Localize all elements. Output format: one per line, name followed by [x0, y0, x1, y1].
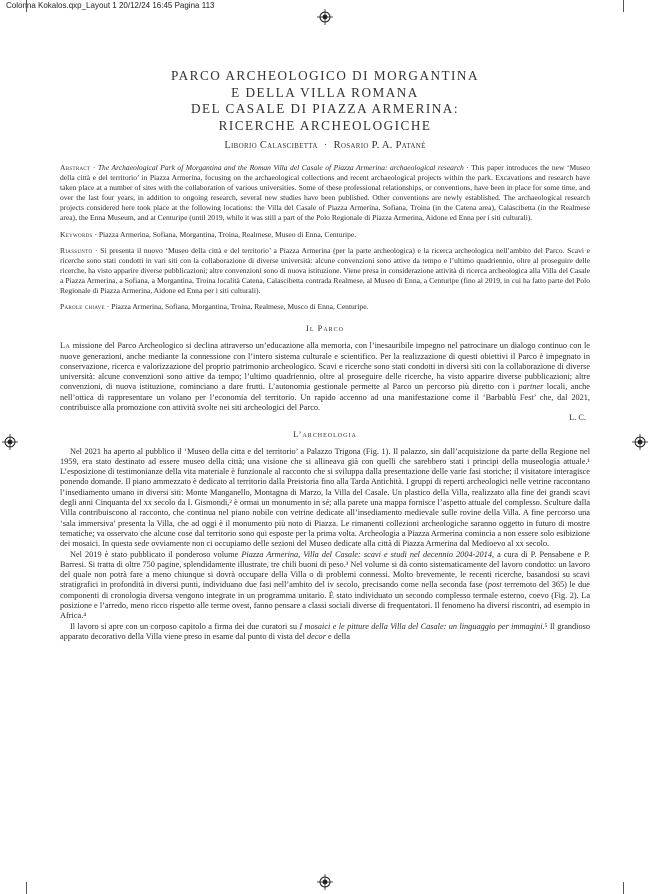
paragraph	[60, 550, 590, 622]
abstract-label: Abstract	[60, 163, 91, 172]
paragraph-text: e della	[325, 631, 350, 641]
author-name: Rosario P. A. Patané	[333, 140, 426, 151]
paragraph-text: locali, anche nell’ottica di rappresentare un volano per l’economia del territorio. Un rapido accenno ad una manifestazione come il ‘Barbablù Fest’ che, dal 2021, contribuisce alla promozione con attività svolte nei siti archeologici del Parco.	[60, 382, 590, 412]
paragraph-text: terremoto del 365) le due componenti di cronologia diversa vengono integrate in un programma unitario. È stato individuato un secondo complesso termale esterno, coevo (Fig. 2). La posizione e l’arredo, meno ricco rispetto alle terme ovest, fanno pensare a classi sociali diverse di frequentatori. Il fenomeno ha diversi riscontri, ad esempio in Africa.⁴	[60, 580, 590, 621]
page-body	[60, 68, 590, 642]
author-name: Liborio Calascibetta	[224, 140, 318, 151]
parole-chiave-label: Parole chiave	[60, 302, 105, 312]
paragraph-text: missione del Parco Archeologico si declina attraverso un’educazione alla memoria, con l’inesauribile impegno nel patrocinare un dialogo continuo con le nuove generazioni, anche mediante la connessione con l’intero sistema culturale e scientifico. Per la realizzazione di questi obiettivi il Parco è impegnato in conservazione, ricerca e valorizzazione del proprio patrimonio archeologico. Scavi e ricerche sono stati condotti in diversi siti con la collaborazione di diverse università: alcune convenzioni sono attive da tempo; l’ultimo quadriennio, oltre al proseguire delle ricerche, ha visto apparire diverse pubblicazioni; altre convenzioni, di nuova istituzione, cominciano a dare frutti. L’autonomia gestionale permette al Parco un percorso più diretto con i	[60, 341, 590, 392]
riassunto-label: Riassunto	[60, 245, 93, 255]
keywords	[60, 230, 590, 240]
abstract-text: · This paper introduces the new ‘Museo della città e del territorio’ in Piazza Armerina, focusing on the archaeological collections and recent archaeological projects within the park. Excavations and research have taken place at a number of sites with the collaboration of various universities. Some of these professional relationships, or conventions, have been in place for some time, and over the last four years, in addition to ongoing research, several new studies have been published. Other conventions are newly established. The archaeological research projects considered here took place at the following locations: the Villa del Casale of Piazza Armerina, Sofiana, Troina (in the Catena area), Calascibetta (in the Realmese area), the Enna Museum, and at Centuripe (until 2019, while it was still a part of the Polo Regionale di Piazza Armerina, Aidone ed Enna per i siti culturali).	[60, 163, 590, 223]
riassunto-text: · Si presenta il nuovo ‘Museo della città e del territorio’ a Piazza Armerina (per la parte archeologica) e la ricerca archeologica nell’ambito del Parco. Scavi e ricerche sono stati condotti in vari siti con la collaborazione di diverse università: alcune convenzioni sono attive da tempo e l’ultimo quadriennio, oltre al proseguire delle ricerche, ha visto apparire diverse pubblicazioni; altre convenzioni sono di nuova istituzione. Viene presa in considerazione attività di ricerca archeologica alla Villa del Casale a Piazza Armerina, a Sofiana, a Morgantina, Troina località Catena, Calascibetta contrada Realmese, al Museo di Enna, a Centuripe (fino al 2019, in cui ha fatto parte del Polo Regionale di Piazza Armerina, Aidone ed Enna per i siti culturali).	[60, 245, 590, 296]
abstract-separator: ·	[90, 163, 98, 172]
keywords-label: Keywords	[60, 229, 93, 239]
crop-line	[623, 0, 624, 12]
paragraph-text: Il lavoro si apre con un corposo capitolo a firma dei due curatori su	[70, 621, 300, 631]
lead-word: La	[60, 341, 71, 351]
registration-mark-right-icon	[632, 434, 648, 450]
author-separator: ·	[323, 140, 328, 151]
authors	[60, 139, 590, 153]
crop-line	[623, 882, 624, 894]
paragraph-text: , a cura di P. Pensabene e P. Barresi. Si tratta di oltre 750 pagine, splendidamente illustrate, tre chili buoni di peso.³ Nel volume si dà conto sistematicamente del lavoro condotto: un lavoro del quale non potrà fare a meno chiunque si dovrà occupare della Villa o di problemi connessi. Molto brevemente, le recenti ricerche, basandosi su scavi stratigrafici in profondità in diversi punti, individuano due fasi nell’ambito del iv secolo, precisando come nella seconda fase (	[60, 549, 590, 590]
keywords-text: · Piazza Armerina, Sofiana, Morgantina, Troina, Realmese, Museo di Enna, Centuripe.	[92, 229, 357, 239]
paragraph	[60, 622, 590, 643]
title-line: RICERCHE ARCHEOLOGICHE	[218, 117, 432, 133]
section-heading-archeologia: L’archeologia	[293, 428, 357, 439]
paragraph-italic: post	[487, 580, 502, 590]
article-title	[60, 68, 590, 134]
abstract-block	[60, 163, 590, 312]
print-slug: Colonna Kokalos.qxp_Layout 1 20/12/24 16:45 Pagina 113	[6, 1, 215, 10]
crop-line	[26, 0, 27, 12]
paragraph-text: .⁵ Il grandioso apparato decorativo della Villa viene preso in esame dal punto di vista del	[60, 621, 590, 641]
title-line: E DELLA VILLA ROMANA	[231, 84, 419, 100]
section-heading-parco: Il Parco	[305, 323, 345, 334]
title-line: PARCO ARCHEOLOGICO DI MORGANTINA	[171, 68, 479, 83]
registration-mark-bottom-icon	[317, 874, 333, 890]
parole-chiave	[60, 302, 590, 312]
riassunto	[60, 246, 590, 296]
registration-mark-left-icon	[2, 434, 18, 450]
registration-mark-top-icon	[317, 9, 333, 25]
paragraph-text: Nel 2019 è stato pubblicato il ponderoso volume	[70, 549, 242, 559]
paragraph-italic: I mosaici e le pitture della Villa del Casale: un linguaggio per immagini	[299, 621, 543, 631]
parole-chiave-text: · Piazza Armerina, Sofiana, Morgantina, Troina, Realmese, Musco di Enna, Centuripe.	[104, 302, 369, 312]
paragraph-italic: decor	[307, 631, 326, 641]
paragraph-italic: Piazza Armerina, Villa del Casale: scavi e studi nel decennio 2004-2014	[241, 549, 492, 559]
section-archeologia	[60, 447, 590, 643]
paragraph: Nel 2021 ha aperto al pubblico il ‘Museo della citta e del territorio’ a Palazzo Trigona (Fig. 1). Il palazzo, sin dall’acquisizione da parte della Regione nel 1959, era stato destinato ad essere museo della città; una visione che si allineava già con quelli che sarebbero stati i principi della museologia attuale.¹ L’esposizione di testimonianze della vita materiale è funzionale al racconto che si sviluppa dalla presentazione delle varie fasi storiche; il visitatore interagisce ponendo domande. Il piano ammezzato è dedicato al territorio dalla Preistoria fino alla Tarda Antichità. I gruppi di reperti archeologici nelle vetrine raccontano l’insediamento umano in diversi siti: Monte Manganello, Montagna di Marzo, la Villa del Casale. Un plastico della Villa, realizzato alla fine dei grandi scavi degli anni Cinquanta del xx secolo da I. Gismondi,² è ormai un monumento in sé; alla parete una mappa fornisce l’aspetto attuale del complesso. Sculture dalla Villa contribuiscono al racconto, che continua nel piano nobile con vetrine dedicate all’insediamento medievale sulle rovine della Villa. A fine percorso una ‘sala immersiva’ presenta la Villa, che ad oggi è il monumento più noto di Piazza. Le rimanenti collezioni archeologiche saranno oggetto in futuro di mostre tematiche; va osservato che alcune cose dal territorio sono qui esposte per la prima volta. Archeologia a Piazza Armerina comincia a non essere solo esibizione dei mosaici. In questa sede ovviamente non ci occupiamo delle sezioni del Museo dedicate alla città di Piazza Armerina dal Medioevo al xx secolo.	[60, 446, 590, 549]
paragraph	[60, 341, 590, 413]
crop-line	[26, 882, 27, 894]
author-signature: L. C.	[569, 413, 586, 423]
section-parco	[60, 341, 590, 423]
paragraph-italic: partner	[518, 382, 544, 392]
title-line: DEL CASALE DI PIAZZA ARMERINA:	[191, 101, 459, 116]
abstract	[60, 163, 590, 224]
abstract-english-title: The Archaeological Park of Morgantina and the Roman Villa del Casale of Piazza Armerina: archaeological research	[97, 163, 464, 172]
